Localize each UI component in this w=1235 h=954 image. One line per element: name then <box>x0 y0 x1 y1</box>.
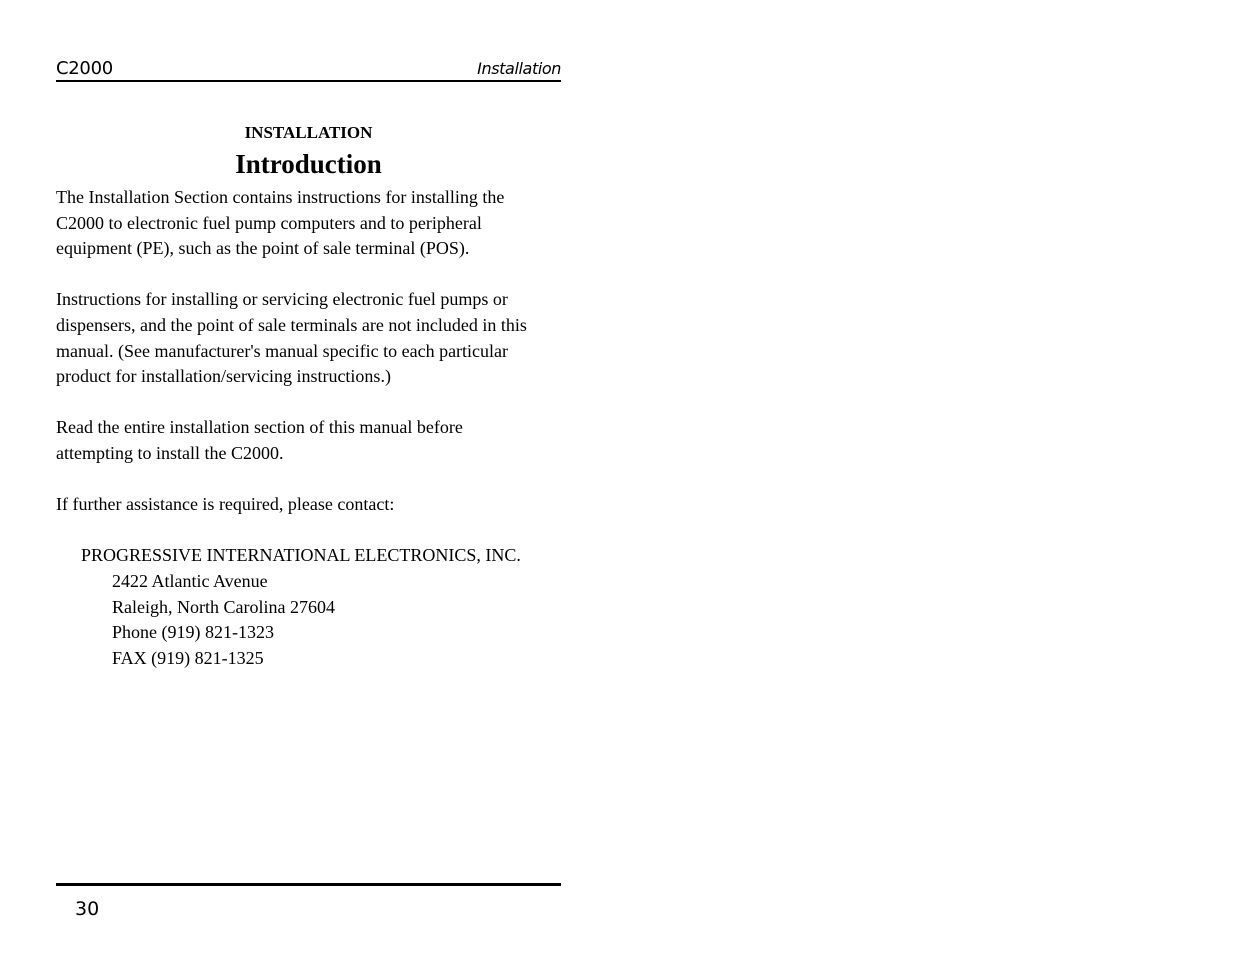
contact-city: Raleigh, North Carolina 27604 <box>112 596 335 617</box>
paragraph-contact-lead: If further assistance is required, please contact: <box>56 494 395 515</box>
footer-rule <box>56 883 561 886</box>
header-section-name: Installation <box>477 59 561 78</box>
paragraph-read-first: Read the entire installation section of this manual before attempting to install the C2000. <box>56 417 463 463</box>
paragraph-intro: The Installation Section contains instructions for installing the C2000 to electronic fuel pump computers and to peripheral equipment (PE), such as the point of sale terminal (POS). <box>56 187 505 259</box>
header-product-name: C2000 <box>56 58 113 79</box>
contact-street: 2422 Atlantic Avenue <box>112 570 268 591</box>
contact-phone: Phone (919) 821-1323 <box>112 622 274 643</box>
manual-page <box>56 0 561 954</box>
running-header <box>56 58 561 82</box>
body-text <box>56 185 561 671</box>
paragraph-scope: Instructions for installing or servicing electronic fuel pumps or dispensers, and the point of sale terminals are not included in this manual. (See manufacturer's manual specific to each particular product for installation/servicing instructions.) <box>56 289 527 387</box>
page-number: 30 <box>75 898 100 920</box>
section-kicker: INSTALLATION <box>244 123 373 142</box>
contact-company: PROGRESSIVE INTERNATIONAL ELECTRONICS, INC. <box>81 545 521 566</box>
page-title: Introduction <box>235 149 382 179</box>
contact-fax: FAX (919) 821-1325 <box>112 647 264 668</box>
contact-address <box>56 543 561 671</box>
